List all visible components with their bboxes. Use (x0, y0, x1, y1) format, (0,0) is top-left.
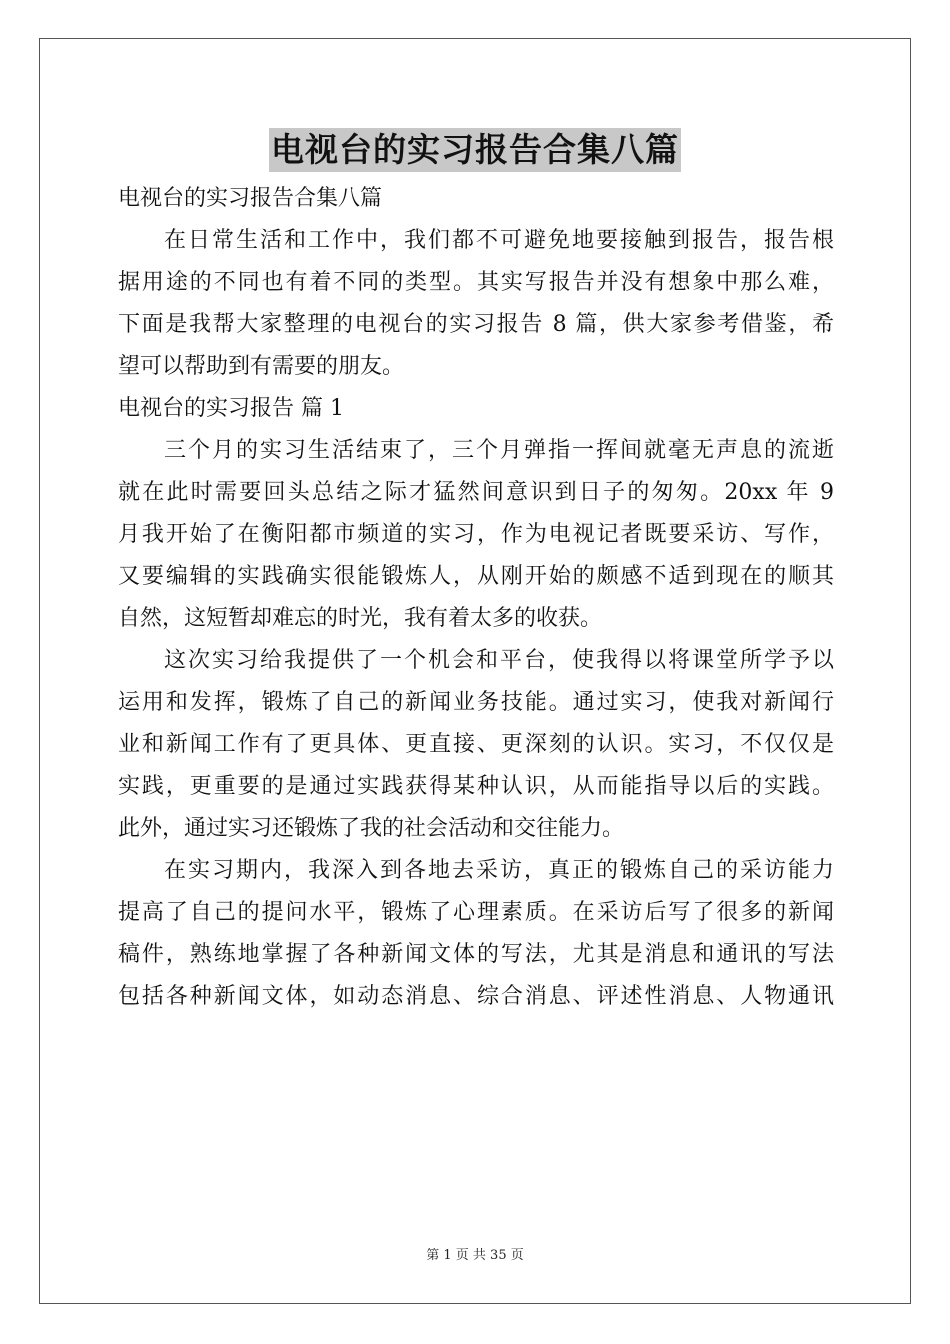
text-line: 望可以帮助到有需要的朋友。 (118, 354, 405, 379)
text-line: 业和新闻工作有了更具体、更直接、更深刻的认识。实习，不仅仅是 (118, 732, 834, 757)
text-line: 在日常生活和工作中，我们都不可避免地要接触到报告，报告根 (164, 228, 834, 253)
text-line: 自然，这短暂却难忘的时光，我有着太多的收获。 (118, 606, 603, 631)
text-line: 稿件，熟练地掌握了各种新闻文体的写法，尤其是消息和通讯的写法 (118, 942, 834, 967)
text-line: 就在此时需要回头总结之际才猛然间意识到日子的匆匆。20xx 年 9 (118, 480, 834, 505)
text-line: 下面是我帮大家整理的电视台的实习报告 8 篇，供大家参考借鉴，希 (118, 312, 834, 337)
text-line: 月我开始了在衡阳都市频道的实习，作为电视记者既要采访、写作， (118, 522, 834, 547)
text-line: 电视台的实习报告 篇 1 (118, 396, 344, 421)
text-line: 提高了自己的提问水平，锻炼了心理素质。在采访后写了很多的新闻 (118, 900, 834, 925)
text-line: 又要编辑的实践确实很能锻炼人，从刚开始的颇感不适到现在的顺其 (118, 564, 834, 589)
page-footer: 第 1 页 共 35 页 (426, 1248, 524, 1263)
document-body (118, 178, 834, 1018)
title-area (0, 128, 950, 172)
text-line: 据用途的不同也有着不同的类型。其实写报告并没有想象中那么难， (118, 270, 834, 295)
text-line: 三个月的实习生活结束了，三个月弹指一挥间就毫无声息的流逝 (164, 438, 834, 463)
text-line: 在实习期内，我深入到各地去采访，真正的锻炼自己的采访能力 (164, 858, 834, 883)
text-line: 实践，更重要的是通过实践获得某种认识，从而能指导以后的实践。 (118, 774, 834, 799)
text-line: 运用和发挥，锻炼了自己的新闻业务技能。通过实习，使我对新闻行 (118, 690, 834, 715)
text-line: 此外，通过实习还锻炼了我的社会活动和交往能力。 (118, 816, 625, 841)
subtitle-line: 电视台的实习报告合集八篇 (118, 186, 383, 211)
text-line: 这次实习给我提供了一个机会和平台，使我得以将课堂所学予以 (164, 648, 834, 673)
paragraph-lines (118, 220, 834, 1018)
text-line: 包括各种新闻文体，如动态消息、综合消息、评述性消息、人物通讯 (118, 984, 834, 1009)
document-title: 电视台的实习报告合集八篇 (269, 128, 681, 172)
